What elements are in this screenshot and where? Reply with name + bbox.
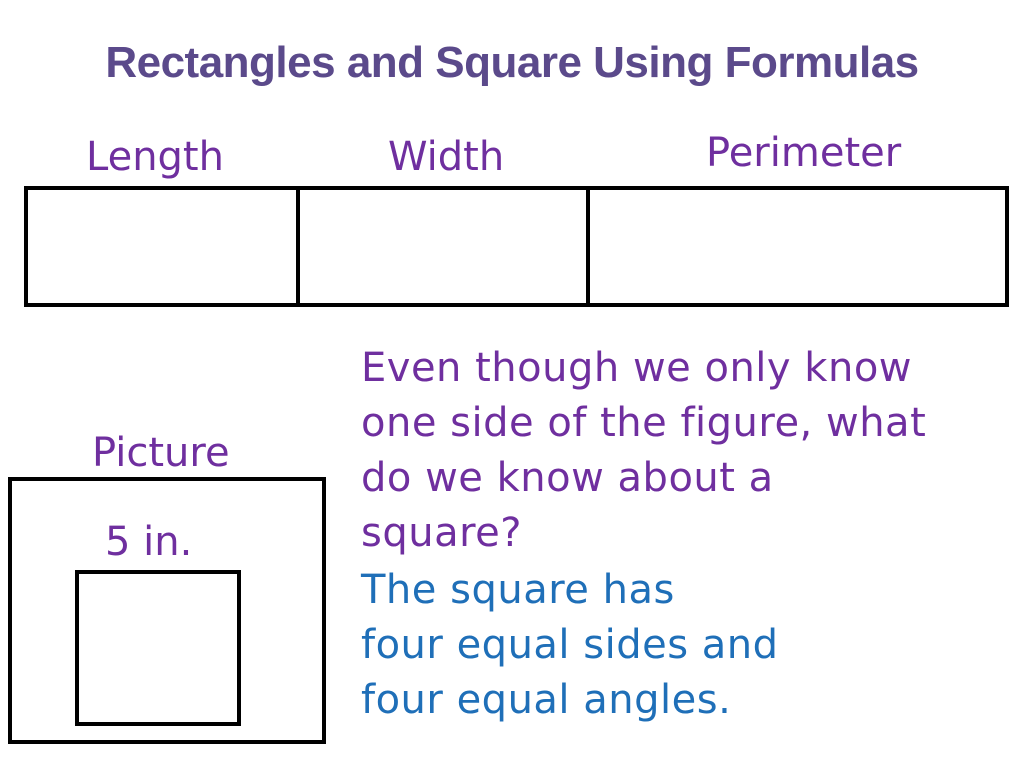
width-header: Width [388,134,505,180]
length-cell[interactable] [28,190,300,303]
perimeter-header: Perimeter [706,130,902,176]
width-cell[interactable] [300,190,590,303]
question-line: Even though we only know [361,345,913,391]
question-text [361,341,1011,561]
answer-text [361,563,1011,728]
page-title: Rectangles and Square Using Formulas [105,38,919,87]
answer-line: The square has [361,567,675,613]
side-length-label: 5 in. [105,519,193,565]
question-line: do we know about a [361,455,774,501]
answer-line: four equal angles. [361,677,732,723]
perimeter-cell[interactable] [590,190,1005,303]
picture-label: Picture [92,430,230,476]
answer-line: four equal sides and [361,622,779,668]
formula-table-row [24,186,1009,307]
question-line: one side of the figure, what [361,400,927,446]
question-line: square? [361,510,522,556]
square-figure [75,570,241,726]
length-header: Length [86,134,224,180]
